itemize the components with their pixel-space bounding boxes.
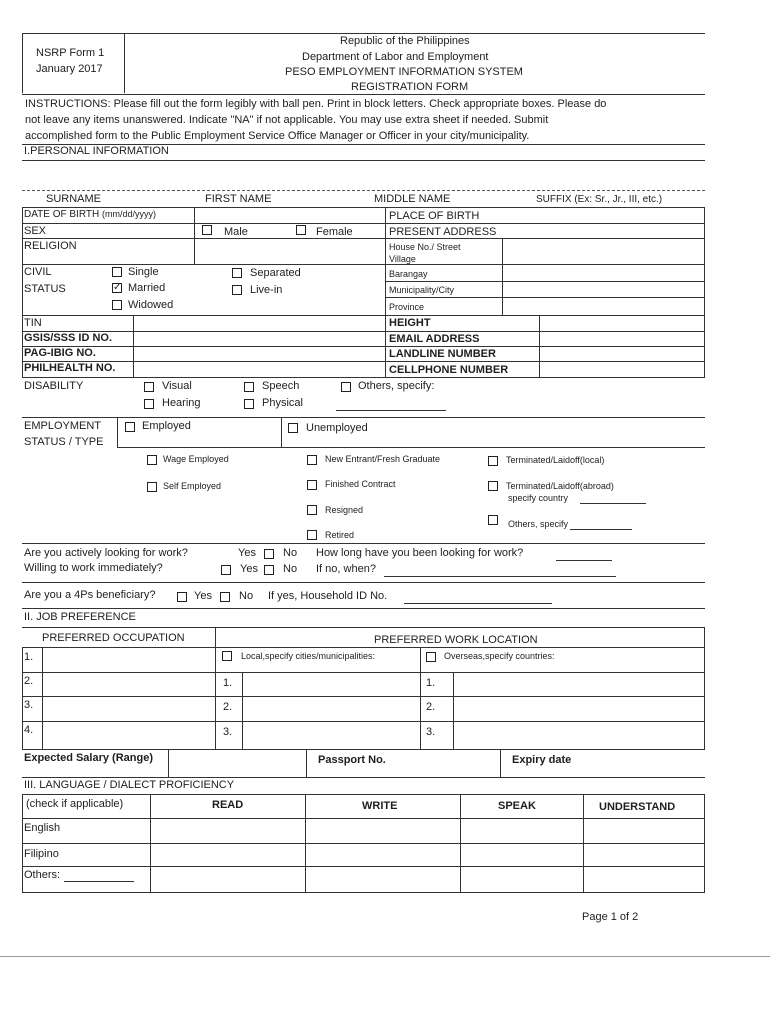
label-house-street: House No./ Street bbox=[389, 242, 461, 252]
willing-checkbox[interactable] bbox=[221, 565, 231, 575]
salary-rule bbox=[22, 777, 705, 778]
physical-checkbox[interactable] bbox=[244, 399, 254, 409]
overseas-3-number: 3. bbox=[426, 726, 436, 738]
wage-employed-checkbox[interactable] bbox=[147, 455, 157, 465]
language-header-rule bbox=[22, 818, 705, 819]
label-check-applicable: (check if applicable) bbox=[26, 798, 124, 810]
label-finished-contract: Finished Contract bbox=[325, 479, 396, 489]
label-barangay: Barangay bbox=[389, 269, 428, 279]
overseas-checkbox[interactable] bbox=[426, 652, 436, 662]
separated-checkbox[interactable] bbox=[232, 268, 242, 278]
grid-left bbox=[22, 207, 23, 377]
occupation-3-number: 3. bbox=[24, 699, 34, 711]
barangay-rule bbox=[385, 281, 705, 282]
header-speak: SPEAK bbox=[498, 800, 536, 812]
specify-country-field[interactable] bbox=[580, 503, 646, 504]
others-language-field[interactable] bbox=[64, 881, 134, 882]
job-grid-col-3 bbox=[420, 647, 421, 749]
label-visual: Visual bbox=[162, 380, 192, 392]
grid-address-col bbox=[502, 238, 503, 315]
label-employed: Employed bbox=[142, 420, 191, 432]
label-separated: Separated bbox=[250, 267, 301, 279]
hearing-checkbox[interactable] bbox=[144, 399, 154, 409]
dob-row-rule bbox=[22, 223, 705, 224]
grid-right bbox=[704, 207, 705, 377]
department-line: Department of Labor and Employment bbox=[302, 51, 489, 63]
name-field-line[interactable] bbox=[22, 190, 705, 191]
female-checkbox[interactable] bbox=[296, 225, 306, 235]
label-widowed: Widowed bbox=[128, 299, 174, 311]
label-terminated-local: Terminated/Laidoff(local) bbox=[506, 455, 605, 465]
label-religion: RELIGION bbox=[24, 240, 77, 252]
finished-contract-checkbox[interactable] bbox=[307, 480, 317, 490]
resigned-checkbox[interactable] bbox=[307, 505, 317, 515]
employment-rule bbox=[22, 543, 705, 544]
label-civil: CIVIL bbox=[24, 266, 52, 278]
label-single: Single bbox=[128, 266, 159, 278]
label-others-specify: Others, specify: bbox=[358, 380, 435, 392]
overseas-1-number: 1. bbox=[426, 677, 436, 689]
section-language-rule bbox=[22, 794, 705, 795]
label-willing: Willing to work immediately? bbox=[24, 562, 163, 574]
label-surname: SURNAME bbox=[46, 193, 102, 205]
local-3-number: 3. bbox=[223, 726, 233, 738]
label-willing-no: No bbox=[283, 563, 298, 575]
label-suffix: SUFFIX (Ex: Sr., Jr., III, etc.) bbox=[536, 194, 663, 205]
philhealth-row-rule bbox=[22, 377, 705, 378]
local-1-number: 1. bbox=[223, 677, 233, 689]
label-employment: EMPLOYMENT bbox=[24, 420, 102, 432]
job-row-1-rule bbox=[22, 672, 705, 673]
salary-col bbox=[168, 749, 169, 777]
label-pagibig: PAG-IBIG NO. bbox=[24, 347, 96, 359]
job-grid-local-num bbox=[242, 672, 243, 749]
label-resigned: Resigned bbox=[325, 505, 364, 515]
employment-col-2 bbox=[281, 417, 282, 447]
others-disability-field[interactable] bbox=[336, 410, 446, 411]
label-place-of-birth: PLACE OF BIRTH bbox=[389, 210, 480, 222]
label-looking-yes: Yes bbox=[238, 547, 256, 559]
terminated-abroad-checkbox[interactable] bbox=[488, 481, 498, 491]
label-province: Province bbox=[389, 302, 425, 312]
label-4ps: Are you a 4Ps beneficiary? bbox=[24, 589, 156, 601]
label-speech: Speech bbox=[262, 380, 300, 392]
instructions-line-1: INSTRUCTIONS: Please fill out the form legibly with ball pen. Print in block letters. Check appropriate boxes. Please do bbox=[25, 98, 607, 110]
label-english: English bbox=[24, 822, 61, 834]
form-title: REGISTRATION FORM bbox=[351, 81, 469, 93]
instructions-line-2: not leave any items unanswered. Indicate "NA" if not applicable. You may use extra sheet if needed. Submit bbox=[25, 114, 549, 126]
label-landline: LANDLINE NUMBER bbox=[389, 348, 496, 360]
household-id-field[interactable] bbox=[404, 603, 552, 604]
label-terminated-abroad: Terminated/Laidoff(abroad) bbox=[506, 481, 614, 491]
male-checkbox[interactable] bbox=[202, 225, 212, 235]
section-personal: I.PERSONAL INFORMATION bbox=[24, 145, 169, 157]
label-status-type: STATUS / TYPE bbox=[24, 436, 104, 448]
label-hearing: Hearing bbox=[162, 397, 201, 409]
occupation-4-number: 4. bbox=[24, 724, 34, 736]
label-female: Female bbox=[316, 226, 353, 238]
label-expiry: Expiry date bbox=[512, 754, 572, 766]
form-number: NSRP Form 1 bbox=[36, 47, 105, 59]
disability-rule bbox=[22, 417, 705, 418]
fourps-no-checkbox[interactable] bbox=[220, 592, 230, 602]
if-no-when-field[interactable] bbox=[384, 576, 616, 577]
label-cellphone: CELLPHONE NUMBER bbox=[389, 364, 509, 376]
label-looking: Are you actively looking for work? bbox=[24, 547, 188, 559]
label-expected-salary: Expected Salary (Range) bbox=[24, 752, 153, 764]
how-long-field[interactable] bbox=[556, 560, 612, 561]
label-physical: Physical bbox=[262, 397, 303, 409]
label-unemployed: Unemployed bbox=[306, 422, 368, 434]
pagibig-row-rule bbox=[22, 361, 705, 362]
header-divider bbox=[124, 33, 125, 93]
label-filipino: Filipino bbox=[24, 848, 59, 860]
passport-col bbox=[306, 749, 307, 777]
new-entrant-checkbox[interactable] bbox=[307, 455, 317, 465]
local-checkbox[interactable] bbox=[222, 651, 232, 661]
looking-yes-checkbox[interactable] bbox=[264, 549, 274, 559]
label-passport: Passport No. bbox=[318, 754, 386, 766]
overseas-2-number: 2. bbox=[426, 701, 436, 713]
label-gsis: GSIS/SSS ID NO. bbox=[24, 332, 113, 344]
language-bottom-rule bbox=[22, 892, 705, 893]
job-grid-right bbox=[704, 627, 705, 749]
header-read: READ bbox=[212, 799, 244, 811]
gsis-row-rule bbox=[22, 346, 705, 347]
job-row-2-rule bbox=[22, 696, 705, 697]
civil-row-rule bbox=[22, 315, 705, 316]
label-4ps-no: No bbox=[239, 590, 254, 602]
label-present-address: PRESENT ADDRESS bbox=[389, 226, 497, 238]
sex-row-rule bbox=[22, 238, 705, 239]
job-row-3-rule bbox=[22, 721, 705, 722]
header-bottom-rule bbox=[22, 94, 705, 95]
label-male: Male bbox=[224, 226, 248, 238]
religion-row-rule bbox=[22, 264, 705, 265]
job-grid-overseas-num bbox=[453, 672, 454, 749]
label-disability: DISABILITY bbox=[24, 380, 84, 392]
terminated-local-checkbox[interactable] bbox=[488, 456, 498, 466]
married-check-mark-icon: ✓ bbox=[113, 282, 122, 293]
looking-rule bbox=[22, 582, 705, 583]
label-how-long: How long have you been looking for work? bbox=[316, 547, 524, 559]
label-tin: TIN bbox=[24, 317, 42, 329]
label-preferred-occupation: PREFERRED OCCUPATION bbox=[42, 632, 185, 644]
self-employed-checkbox[interactable] bbox=[147, 482, 157, 492]
section-personal-rule bbox=[22, 160, 705, 161]
english-rule bbox=[22, 843, 705, 844]
employed-checkbox[interactable] bbox=[125, 422, 135, 432]
label-new-entrant: New Entrant/Fresh Graduate bbox=[325, 454, 441, 464]
occupation-2-number: 2. bbox=[24, 675, 34, 687]
label-overseas: Overseas,specify countries: bbox=[444, 651, 555, 661]
section-language: III. LANGUAGE / DIALECT PROFICIENCY bbox=[24, 779, 235, 791]
label-retired: Retired bbox=[325, 530, 355, 540]
label-wage-employed: Wage Employed bbox=[163, 454, 229, 464]
label-municipality: Municipality/City bbox=[389, 285, 455, 295]
label-village: Village bbox=[389, 254, 416, 264]
widowed-checkbox[interactable] bbox=[112, 300, 122, 310]
visual-checkbox[interactable] bbox=[144, 382, 154, 392]
single-checkbox[interactable] bbox=[112, 267, 122, 277]
unemployed-checkbox[interactable] bbox=[288, 423, 298, 433]
speech-checkbox[interactable] bbox=[244, 382, 254, 392]
label-live-in: Live-in bbox=[250, 284, 283, 296]
label-4ps-yes: Yes bbox=[194, 590, 212, 602]
tin-row-rule bbox=[22, 331, 705, 332]
form-date: January 2017 bbox=[36, 63, 103, 75]
label-self-employed: Self Employed bbox=[163, 481, 222, 491]
scan-edge-line bbox=[0, 956, 770, 957]
section-job-rule bbox=[22, 627, 705, 628]
label-others-language: Others: bbox=[24, 869, 61, 881]
label-married: Married bbox=[128, 282, 166, 294]
others-employment-field[interactable] bbox=[570, 529, 632, 530]
label-preferred-location: PREFERRED WORK LOCATION bbox=[374, 634, 538, 646]
local-2-number: 2. bbox=[223, 701, 233, 713]
grid-col-2 bbox=[194, 207, 195, 264]
job-grid-col-2 bbox=[215, 627, 216, 749]
label-willing-yes: Yes bbox=[240, 563, 258, 575]
job-grid-num bbox=[42, 647, 43, 749]
fourps-yes-checkbox[interactable] bbox=[177, 592, 187, 602]
job-row-4-rule bbox=[22, 749, 705, 750]
job-header-rule bbox=[22, 647, 705, 648]
label-philhealth: PHILHEALTH NO. bbox=[24, 362, 116, 374]
employment-type-rule bbox=[117, 447, 705, 448]
label-status: STATUS bbox=[24, 283, 66, 295]
job-grid-left bbox=[22, 647, 23, 749]
label-email: EMAIL ADDRESS bbox=[389, 333, 480, 345]
employment-col-1 bbox=[117, 417, 118, 447]
page-number: Page 1 of 2 bbox=[582, 911, 639, 923]
name-row-rule bbox=[22, 207, 705, 208]
retired-checkbox[interactable] bbox=[307, 530, 317, 540]
others-disability-checkbox[interactable] bbox=[341, 382, 351, 392]
label-local: Local,specify cities/municipalities: bbox=[241, 651, 376, 661]
others-employment-checkbox[interactable] bbox=[488, 515, 498, 525]
label-dob: DATE OF BIRTH (mm/dd/yyyy) bbox=[24, 209, 156, 220]
instructions-line-3: accomplished form to the Public Employment Service Office Manager or Officer in your city/municipality. bbox=[25, 130, 530, 142]
republic-line: Republic of the Philippines bbox=[340, 35, 470, 47]
header-understand: UNDERSTAND bbox=[599, 801, 676, 813]
label-looking-no: No bbox=[283, 547, 298, 559]
filipino-rule bbox=[22, 866, 705, 867]
municipality-rule bbox=[385, 297, 705, 298]
willing-no-checkbox[interactable] bbox=[264, 565, 274, 575]
label-if-no: If no, when? bbox=[316, 563, 376, 575]
header-left-rule bbox=[22, 33, 23, 93]
live-in-checkbox[interactable] bbox=[232, 285, 242, 295]
label-others-specify-2: Others, specify bbox=[508, 519, 569, 529]
section-job: II. JOB PREFERENCE bbox=[24, 611, 136, 623]
grid-col-3 bbox=[385, 207, 386, 377]
expiry-col bbox=[500, 749, 501, 777]
label-sex: SEX bbox=[24, 225, 47, 237]
header-write: WRITE bbox=[362, 800, 398, 812]
label-household: If yes, Household ID No. bbox=[268, 590, 388, 602]
label-height: HEIGHT bbox=[389, 317, 431, 329]
label-specify-country: specify country bbox=[508, 493, 569, 503]
occupation-1-number: 1. bbox=[24, 651, 34, 663]
label-first-name: FIRST NAME bbox=[205, 193, 272, 205]
fourps-rule bbox=[22, 608, 705, 609]
label-middle-name: MIDDLE NAME bbox=[374, 193, 451, 205]
system-line: PESO EMPLOYMENT INFORMATION SYSTEM bbox=[285, 66, 523, 78]
